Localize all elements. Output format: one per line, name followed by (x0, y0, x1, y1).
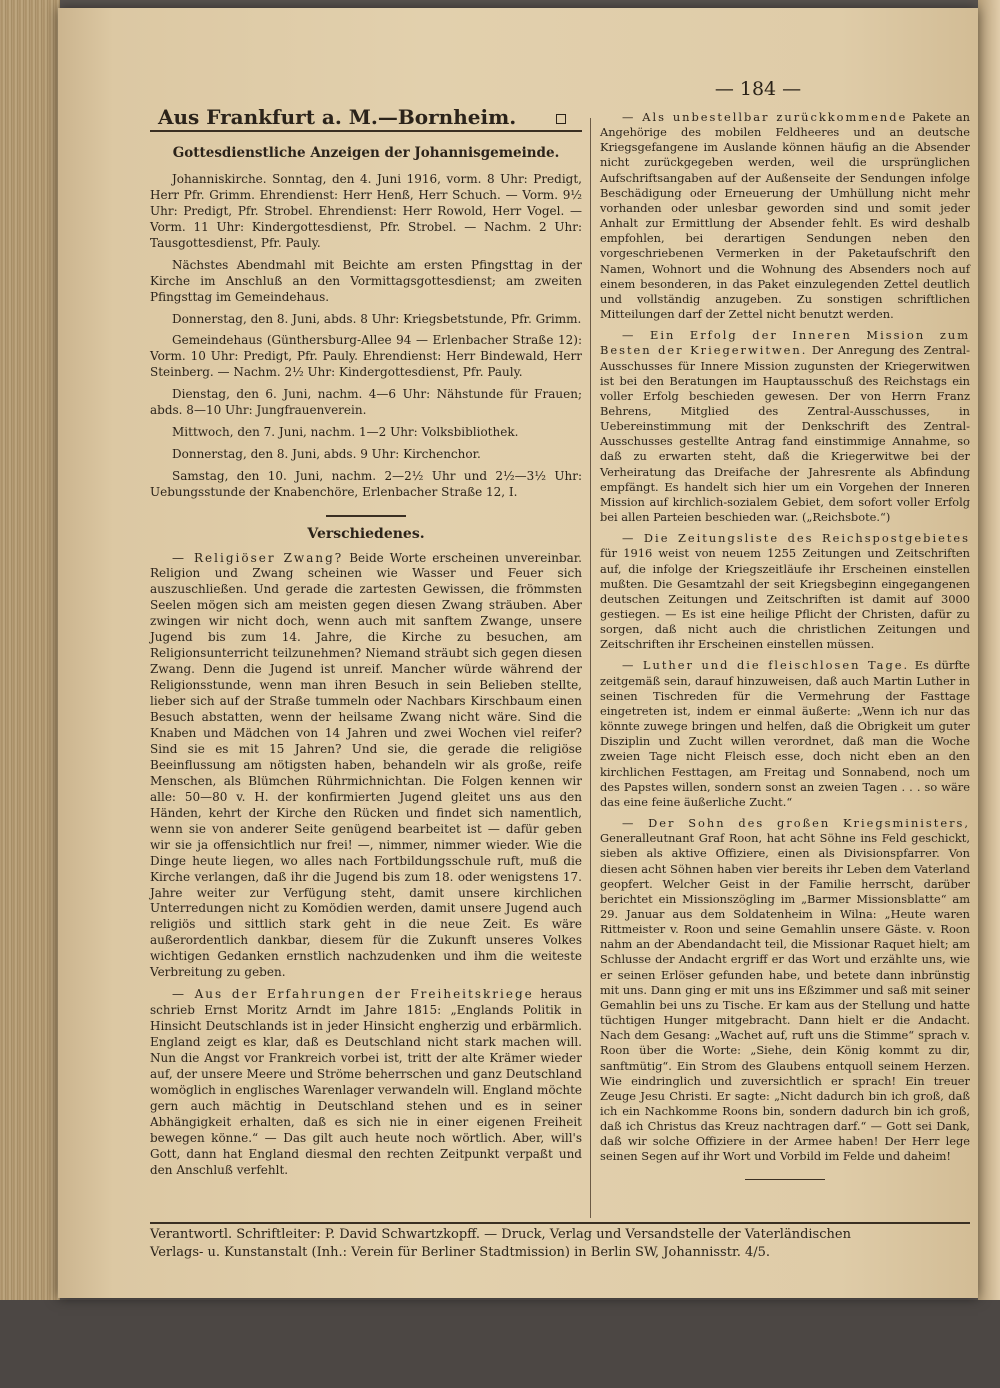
imprint-line: Verantwortl. Schriftleiter: P. David Schwartzkopff. — Druck, Verlag und Versandstelle der Vaterländischen (150, 1227, 851, 1242)
notice-paragraph: Dienstag, den 6. Juni, nachm. 4—6 Uhr: Nähstunde für Frauen; abds. 8—10 Uhr: Jungfrauenverein. (150, 387, 582, 418)
subheading: Gottesdienstliche Anzeigen der Johannisgemeinde. (172, 144, 560, 161)
article-text: heraus schrieb Ernst Moritz Arndt im Jahre 1815: „Englands Politik in Hinsicht Deutschlands ist in jeder Hinsicht engherzig und erbärmlich. England zeigt es klar, daß es Deutschland nicht stark machen will. Nun die Angst vor Frankreich vorbei ist, tritt der alte Krämer wieder auf, der unsere Meere und Ströme beherrschen und ganz Deutschland womöglich in englisches Warenlager verwandeln will. England möchte gern auch mächtig in Deutschland stehen und es in seiner Abhängigkeit erhalten, daß es sich nie in einer eigenen Freiheit bewegen könne.“ — Das gilt auch heute noch wörtlich. Aber, will's Gott, dann hat England diesmal den rechten Zeitpunkt verpaßt und den Anschluß verfehlt. (150, 987, 582, 1177)
article-paragraph (600, 531, 970, 652)
right-column (600, 110, 970, 1190)
article-paragraph (600, 110, 970, 322)
article-text: Beide Worte erscheinen unvereinbar. Religion und Zwang scheinen wie Wasser und Feuer sich auszuschließen. Und gerade die zartesten Gewissen, die frömmsten Seelen mögen sich am meisten gegen diesen Zwang sträuben. Aber zwingen wir nicht doch, wenn auch mit sanftem Zwange, unsere Jugend bis zum 14. Jahre, die Kirche zu besuchen, am Religionsunterricht teilzunehmen? Niemand sträubt sich gegen diesen Zwang. Denn die Jugend ist unreif. Mancher würde während der Religionsstunde, wenn man ihren Besuch in sein Belieben stellte, lieber sich auf der Straße tummeln oder Nachbars Kirschbaum einen Besuch abstatten, wenn der heilsame Zwang nicht wäre. Sind die Knaben und Mädchen von 14 Jahren und zwei Wochen viel reifer? Sind sie es mit 15 Jahren? Und sie, die gerade die religiöse Beeinflussung am nötigsten haben, behandeln wir als große, reife Menschen, als Blümchen Rührmichnichtan. Die Folgen kennen wir alle: 50—80 v. H. der konfirmierten Jugend gleitet uns aus den Händen, kehrt der Kirche den Rücken und findet sich namentlich, wenn sie von anderer Seite genügend bearbeitet ist — dafür geben wir sie ja offensichtlich nur frei! —, nimmer, nimmer wieder. Wie die Dinge heute liegen, wo alles nach Fortbildungsschule ruft, muß die Kirche verlangen, daß ihr die Jugend bis zum 18. oder wenigstens 17. Jahre weiter zur Verfügung steht, damit unsere kirchlichen Unterredungen nicht zu Komödien werden, damit unsere Jugend auch religiös und sittlich stark geht in die neue Zeit. Es wäre außerordentlich dankbar, diesem für die Zukunft unseres Volkes wichtigen Gedanken ernstlich nachzudenken und ihm die weiteste Verbreitung zu geben. (150, 550, 582, 980)
notice-paragraph: Samstag, den 10. Juni, nachm. 2—2½ Uhr und 2½—3½ Uhr: Uebungsstunde der Knabenchöre, Erlenbacher Straße 12, I. (150, 469, 582, 500)
article-paragraph (600, 816, 970, 1165)
article-paragraph (150, 551, 582, 982)
article-lead: — Ein Erfolg der Inneren Mission zum Besten der Kriegerwitwen. (600, 328, 970, 358)
notice-paragraph: Gemeindehaus (Günthersburg-Allee 94 — Erlenbacher Straße 12): Vorm. 10 Uhr: Predigt, Pfr. Pauly. Ehrendienst: Herr Bindewald, Herr Steinberg. — Nachm. 2½ Uhr: Kindergottesdienst, Pfr. Pauly. (150, 333, 582, 380)
notice-paragraph: Mittwoch, den 7. Juni, nachm. 1—2 Uhr: Volksbibliothek. (172, 425, 519, 440)
imprint-line: Verlags- u. Kunstanstalt (Inh.: Verein für Berliner Stadtmission) in Berlin SW, Johannisstr. 4/5. (150, 1245, 771, 1260)
article-paragraph (600, 658, 970, 810)
article-text: Generalleutnant Graf Roon, hat acht Söhne ins Feld geschickt, sieben als aktive Offiziere, einen als Divisionspfarrer. Von diesen acht Söhnen haben vier bereits ihr Leben dem Vaterland geopfert. Welcher Geist in der Familie herrscht, darüber berichtet ein Missionszögling im „Barmer Missionsblatte“ am 29. Januar aus dem Soldatenheim in Wilna: „Heute waren Rittmeister v. Roon und seine Gemahlin unsere Gäste. v. Roon nahm an der Abendandacht teil, die Missionar Raquet hielt; am Schlusse der Andacht ergriff er das Wort und erzählte uns, wie er seinen Erlöser gefunden habe, und betete dann inbrünstig mit uns. Dann ging er mit uns ins Eßzimmer und saß mit seiner Gemahlin bei uns zu Tische. Er kam aus der Stellung und hatte tüchtigen Hunger mitgebracht. Dann hielt er die Andacht. Nach dem Gesang: „Wachet auf, ruft uns die Stimme“ sprach v. Roon über die Worte: „Siehe, dein König kommt zu dir, sanftmütig“. Ein Strom des Glaubens entquoll seinem Herzen. Wie eindringlich und zuversichtlich er sprach! Ein treuer Zeuge Jesu Christi. Er sagte: „Nicht dadurch bin ich groß, daß ich ein Nachkomme Roons bin, sondern dadurch bin ich groß, daß ich Christus das Kreuz nachtragen darf.“ — Gott sei Dank, daß wir solche Offiziere in der Armee haben! Der Herr lege seinen Segen auf ihr Wort und Vorbild im Felde und daheim! (600, 831, 970, 1164)
section-title: Aus Frankfurt a. M.—Bornheim. (158, 110, 582, 126)
notice-paragraph: Nächstes Abendmahl mit Beichte am ersten Pfingsttag in der Kirche im Anschluß an den Vormittagsgottesdienst; am zweiten Pfingsttag im Gemeindehaus. (150, 257, 582, 304)
article-text: Der Anregung des Zentral-Ausschusses für Innere Mission zugunsten der Kriegerwitwen ist bei den Beratungen im Hauptausschuß des Reichstags ein voller Erfolg beschieden gewesen. Der von Herrn Franz Behrens, Mitglied des Zentral-Ausschusses, in Uebereinstimmung mit der Denkschrift des Zentral-Ausschusses gestellte Antrag fand einstimmige Annahme, so daß zu erwarten steht, daß die Kriegerwitwe bei der Verheiratung das Dreifache der Jahresrente als Abfindung empfängt. Es handelt sich hier um ein Vorgehen der Inneren Mission auf kirchlich-sozialem Gebiet, dem sofort voller Erfolg bei allen Parteien beschieden war. („Reichsbote.“) (600, 343, 970, 525)
article-lead: — Die Zeitungsliste des Reichspostgebietes (622, 531, 970, 546)
article-paragraph (150, 987, 582, 1178)
book-page-edges (0, 0, 60, 1388)
notice-paragraph: Donnerstag, den 8. Juni, abds. 9 Uhr: Kirchenchor. (172, 447, 481, 462)
end-divider (745, 1179, 825, 1181)
imprint-footer (150, 1226, 950, 1262)
article-lead: — Religiöser Zwang? (172, 550, 344, 565)
article-paragraph (600, 328, 970, 525)
notice-paragraph: Johanniskirche. Sonntag, den 4. Juni 1916, vorm. 8 Uhr: Predigt, Herr Pfr. Grimm. Ehrendienst: Herr Henß, Herr Schuch. — Vorm. 9½ Uhr: Predigt, Pfr. Strobel. Ehrendienst: Herr Rowold, Herr Vogel. — Vorm. 11 Uhr: Kindergottesdienst, Pfr. Strobel. — Nachm. 2 Uhr: Tausgottesdienst, Pfr. Pauly. (150, 171, 582, 250)
book-cover-bottom (0, 1300, 1000, 1388)
article-text: Pakete an Angehörige des mobilen Feldheeres und an deutsche Kriegsgefangene im Auslande können häufig an die Absender nicht zurückgegeben werden, weil die ursprünglichen Aufschriftsangaben auf der Außenseite der Sendungen infolge Beschädigung oder Erneuerung der Umhüllung nicht mehr vorhanden oder unlesbar geworden sind und somit jeder Anhalt zur Ermittlung der Absender fehlt. Es wird deshalb empfohlen, bei derartigen Sendungen neben den vorgeschriebenen Vermerken in der Paketaufschrift den Namen, Wohnort und die Wohnung des Absenders noch auf einem besonderen, in das Paket einzulegenden Zettel deutlich und vollständig anzugeben. Zu sonstigen schriftlichen Mitteilungen darf der Zettel nicht benutzt werden. (600, 110, 970, 322)
article-lead: — Der Sohn des großen Kriegsministers, (622, 816, 970, 831)
article-lead: — Als unbestellbar zurückkommende (622, 110, 908, 124)
article-text: Es dürfte zeitgemäß sein, darauf hinzuweisen, daß auch Martin Luther in seinen Tischreden für die Vermehrung der Fasttage eingetreten ist, indem er einmal äußerte: „Wenn ich nur das könnte zuwege bringen und helfen, daß die Obrigkeit um guter Disziplin und Zucht willen verordnet, daß man die Woche zweien Tage nicht Fleisch esse, doch nicht eben an den kirchlichen Festtagen, am Freitag und Sonnabend, noch um des Papstes willen, sondern sonst an zweien Tagen . . . so wäre das eine feine äußerliche Zucht.“ (600, 658, 970, 809)
title-rule (150, 130, 582, 132)
footer-rule (150, 1222, 970, 1224)
divider (326, 515, 406, 517)
box-ornament-icon (556, 114, 566, 124)
column-divider (590, 118, 591, 1218)
left-column (150, 105, 582, 1185)
adjacent-page-edge (978, 0, 1000, 1300)
article-lead: — Luther und die fleischlosen Tage. (622, 658, 910, 673)
section-heading: Verschiedenes. (307, 525, 425, 542)
article-text: für 1916 weist von neuem 1255 Zeitungen und Zeitschriften auf, die infolge der Kriegszeitläufe ihr Erscheinen einstellen mußten. Die Gesamtzahl der seit Kriegsbeginn eingegangenen deutschen Zeitungen und Zeitschriften ist damit auf 3000 gestiegen. — Es ist eine heilige Pflicht der Christen, dafür zu sorgen, daß nicht auch die christlichen Zeitungen und Zeitschriften ihr Erscheinen einstellen müssen. (600, 546, 970, 652)
notice-paragraph: Donnerstag, den 8. Juni, abds. 8 Uhr: Kriegsbetstunde, Pfr. Grimm. (172, 311, 582, 326)
page-number: — 184 — (714, 78, 802, 100)
article-lead: — Aus der Erfahrungen der Freiheitskriege (172, 987, 534, 1002)
